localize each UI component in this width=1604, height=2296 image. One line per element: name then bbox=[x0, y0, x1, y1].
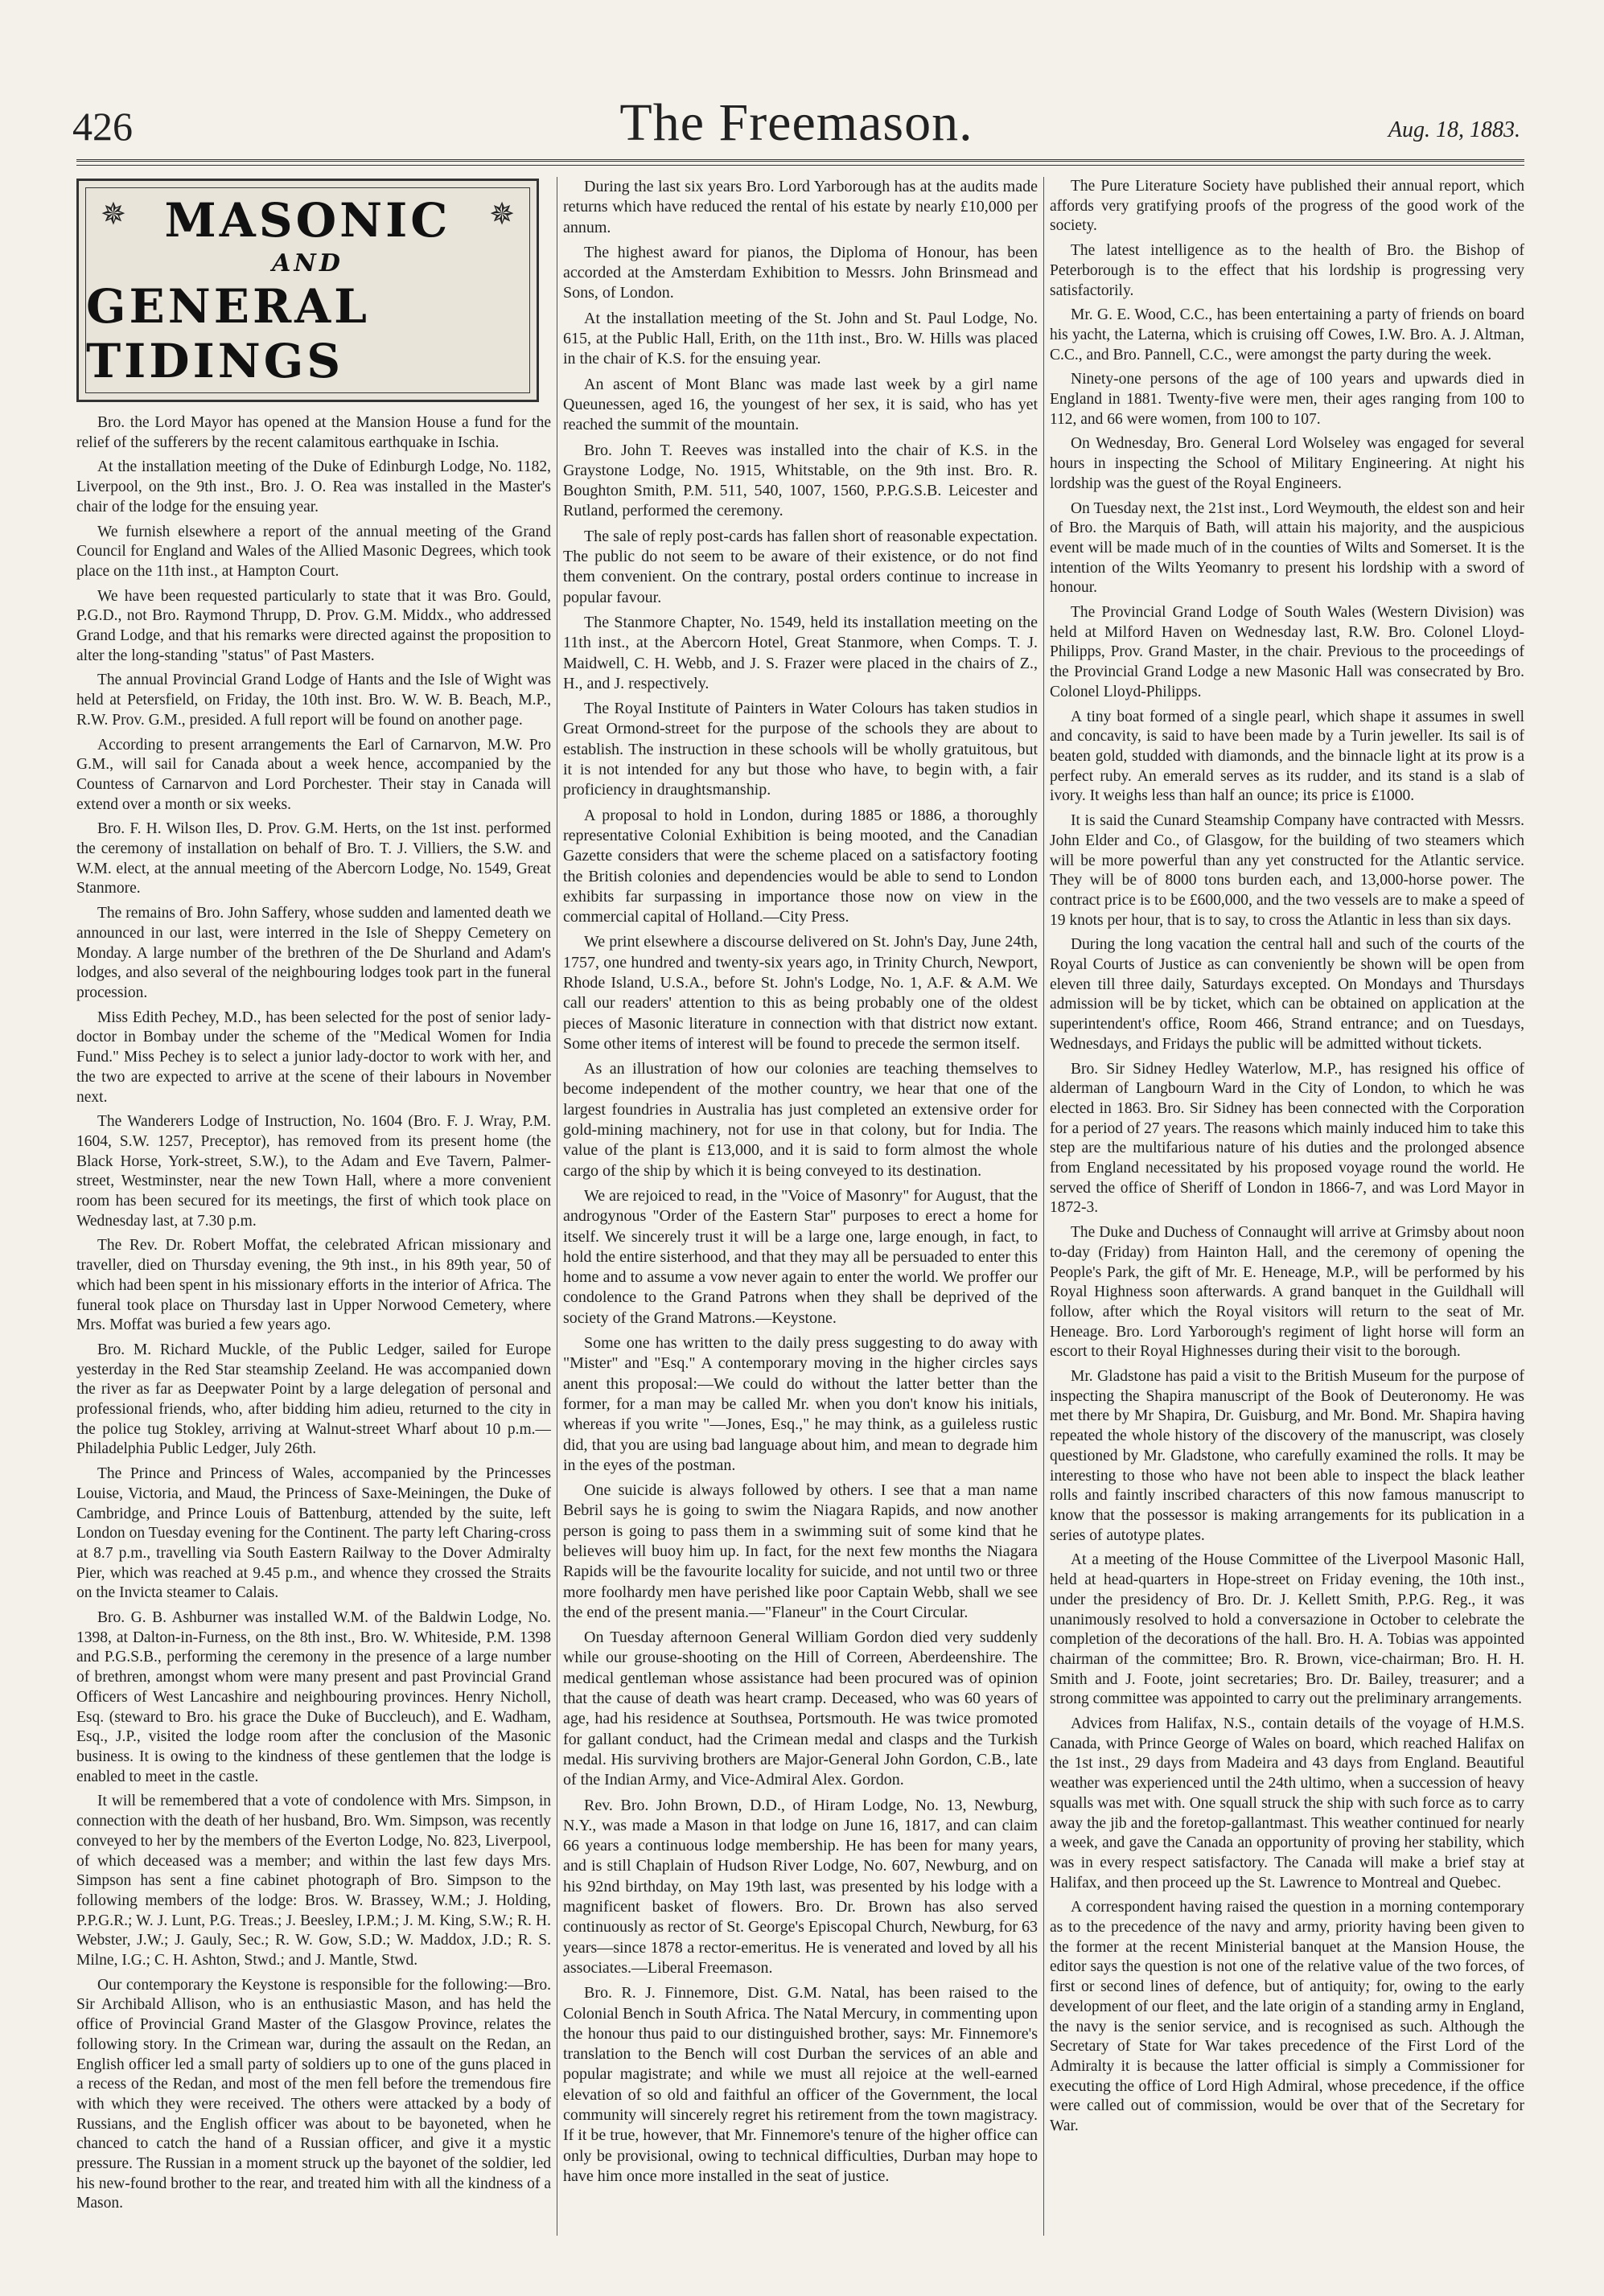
article-paragraph: During the long vacation the central hall and such of the courts of the Royal Courts of Justice as can conveniently be shown will be open from eleven till three daily, Saturdays excepted. On Mondays and Thursdays admission will be by ticket, which can be obtained on application at the superintendent's office, Room 466, Strand entrance; and on Tuesdays, Wednesdays, and Fridays the public will be admitted without tickets. bbox=[1050, 936, 1524, 1053]
article-paragraph: Bro. John T. Reeves was installed into the chair of K.S. in the Graystone Lodge, No. 1915, Whitstable, on the 9th inst. Bro. R. Boughton Smith, P.M. 511, 540, 1007, 1560, P.P.G.S.B. Leicester and Rutland, performed the ceremony. bbox=[563, 441, 1038, 520]
article-paragraph: The annual Provincial Grand Lodge of Hants and the Isle of Wight was held at Petersfield, on Friday, the 10th inst. Bro. W. W. B. Beach, M.P., R.W. Prov. G.M., presided. A full report will be found on another page. bbox=[76, 672, 551, 729]
article-paragraph: The Rev. Dr. Robert Moffat, the celebrated African missionary and traveller, died on Thursday evening, the 9th inst., in his 89th year, 50 of which had been spent in his missionary efforts in the interior of Africa. The funeral took place on Thursday last in Upper Norwood Cemetery, where Mrs. Moffat was buried a few years ago. bbox=[76, 1237, 551, 1334]
article-paragraph: At the installation meeting of the Duke of Edinburgh Lodge, No. 1182, Liverpool, on the 9th inst., Bro. J. O. Rea was installed in the Master's chair of the lodge for the ensuing year. bbox=[76, 458, 551, 515]
banner-line-general-tidings: GENERAL TIDINGS bbox=[86, 278, 370, 388]
column-divider bbox=[1043, 177, 1044, 2236]
article-paragraph: Bro. F. H. Wilson Iles, D. Prov. G.M. Herts, on the 1st inst. performed the ceremony of installation on behalf of Bro. T. J. Villiers, the S.W. and W.M. elect, at the annual meeting of the Abercorn Lodge, No. 1549, Great Stanmore. bbox=[76, 820, 551, 897]
column-1-text bbox=[76, 413, 551, 2214]
column-1 bbox=[76, 177, 551, 2256]
article-paragraph: The highest award for pianos, the Diploma of Honour, has been accorded at the Amsterdam Exhibition to Messrs. John Brinsmead and Sons, of London. bbox=[563, 243, 1038, 302]
article-paragraph: Bro. M. Richard Muckle, of the Public Ledger, sailed for Europe yesterday in the Red Star steamship Zeeland. He was accompanied down the river as far as Deepwater Point by a large delegation of personal and professional friends, who, after bidding him adieu, returned to the city in the police tug Stokley, arriving at Walnut-street Wharf about 10 p.m.—Philadelphia Public Ledger, July 26th. bbox=[76, 1341, 551, 1458]
article-paragraph: Ninety-one persons of the age of 100 years and upwards died in England in 1881. Twenty-five were men, their ages ranging from 100 to 112, and 66 were women, from 100 to 107. bbox=[1050, 371, 1524, 428]
masthead-title: The Freemason. bbox=[619, 93, 973, 152]
article-paragraph: According to present arrangements the Earl of Carnarvon, M.W. Pro G.M., will sail for Canada about a week hence, accompanied by the Countess of Carnarvon and Lord Porchester. Their stay in Canada will extend over a month or six weeks. bbox=[76, 736, 551, 813]
issue-date: Aug. 18, 1883. bbox=[1388, 117, 1520, 142]
article-paragraph: Bro. R. J. Finnemore, Dist. G.M. Natal, has been raised to the Colonial Bench in South Africa. The Natal Mercury, in commenting upon the honour thus paid to our distinguished brother, says: Mr. Finnemore's translation to the Bench will cost Durban the services of an able and popular magistrate; and while we must all rejoice at the well-earned elevation of so old and faithful an officer of the Government, the local community will sincerely regret his retirement from the town magistracy. If it be true, however, that Mr. Finnemore's tenure of the higher office can only be provisional, owing to technical difficulties, Durban may hope to have him once more installed in the seat of justice. bbox=[563, 1984, 1038, 2185]
article-paragraph: At a meeting of the House Committee of the Liverpool Masonic Hall, held at head-quarters in Hope-street on Friday evening, the 10th inst., under the presidency of Bro. Dr. J. Kellett Smith, P.P.G. Reg., it was unanimously resolved to hold a conversazione in October to celebrate the completion of the decorations of the hall. Bro. H. A. Tobias was appointed chairman of the committee; Bro. R. Brown, vice-chairman; Bro. H. H. Smith and J. Foote, joint secretaries; Bro. Dr. Bailey, treasurer; and a strong committee was appointed to carry out the preliminary arrangements. bbox=[1050, 1551, 1524, 1708]
article-paragraph: Bro. the Lord Mayor has opened at the Mansion House a fund for the relief of the sufferers by the recent calamitous earthquake in Ischia. bbox=[76, 414, 551, 451]
article-paragraph: It is said the Cunard Steamship Company have contracted with Messrs. John Elder and Co., of Glasgow, for the building of two steamers which will be more powerful than any yet constructed for the Atlantic service. They will be of 8000 tons burden each, and 13,000-horse power. The contract price is to be £600,000, and the two vessels are to make a speed of 19 knots per hour, that is to say, to cross the Atlantic in less than six days. bbox=[1050, 812, 1524, 929]
article-paragraph: Bro. G. B. Ashburner was installed W.M. of the Baldwin Lodge, No. 1398, at Dalton-in-Furness, on the 8th inst., Bro. W. Whiteside, P.M. 1398 and P.G.S.B., performing the ceremony in the presence of a large number of brethren, amongst whom were many present and past Provincial Grand Officers of West Lancashire and neighbouring provinces. Henry Nicholl, Esq. (steward to Bro. his grace the Duke of Buccleuch), and E. Wadham, Esq., J.P., visited the lodge room after the conclusion of the Masonic business. It is owing to the kindness of these gentlemen that the lodge is enabled to meet in the castle. bbox=[76, 1609, 551, 1785]
article-paragraph: The remains of Bro. John Saffery, whose sudden and lamented death we announced in our last, were interred in the Isle of Sheppy Cemetery on Monday. A large number of the brethren of the De Shurland and Adam's lodges, and also several of the neighbouring lodges took part in the funeral procession. bbox=[76, 905, 551, 1001]
article-paragraph: Rev. Bro. John Brown, D.D., of Hiram Lodge, No. 13, Newburg, N.Y., was made a Mason in that lodge on June 16, 1817, and can claim 66 years a continuous lodge membership. He has been for many years, and is still Chaplain of Hudson River Lodge, No. 607, Newburg, and on his 92nd birthday, on May 19th last, was presented by his lodge with a magnificent basket of flowers. Bro. Dr. Brown has also served continuously as rector of St. George's Episcopal Church, Newburg, for 63 years—since 1878 a rector-emeritus. He is venerated and loved by all his associates.—Liberal Freemason. bbox=[563, 1796, 1038, 1977]
compass-star-icon: ✵ bbox=[489, 198, 515, 232]
section-banner bbox=[76, 179, 539, 402]
article-paragraph: The Royal Institute of Painters in Water Colours has taken studios in Great Ormond-street for the purpose of the schools they are about to establish. The instruction in these schools will be wholly gratuitous, but it is not intended for any but those who have, to begin with, a fair proficiency in draughtsmanship. bbox=[563, 700, 1038, 799]
article-paragraph: On Tuesday afternoon General William Gordon died very suddenly while our grouse-shooting on the Hill of Correen, Aberdeenshire. The medical gentleman whose assistance had been procured was of opinion that the cause of death was heart cramp. Deceased, who was 60 years of age, had his residence at Southsea, Portsmouth. He was twice promoted for gallant conduct, had the Crimean medal and clasps and the Turkish medal. His surviving brothers are Major-General John Gordon, C.B., late of the Indian Army, and Vice-Admiral Alex. Gordon. bbox=[563, 1629, 1038, 1789]
article-paragraph: The Wanderers Lodge of Instruction, No. 1604 (Bro. F. J. Wray, P.M. 1604, S.W. 1257, Preceptor), has removed from its present home (the Black Horse, York-street, S.W.), to the Adam and Eve Tavern, Palmer-street, Westminster, near the new Town Hall, where a more convenient room has been secured for its meetings, the first of which took place on Wednesday last, at 7.30 p.m. bbox=[76, 1113, 551, 1230]
article-paragraph: The Prince and Princess of Wales, accompanied by the Princesses Louise, Victoria, and Maud, the Princess of Saxe-Meiningen, the Duke of Cambridge, and Prince Louis of Battenburg, attended by the suite, left London on Tuesday evening for the Continent. The party left Charing-cross at 8.7 p.m., travelling via South Eastern Railway to the Dover Admiralty Pier, which was reached at 9.45 p.m., and whence they crossed the Straits on the Invicta steamer to Calais. bbox=[76, 1465, 551, 1602]
article-paragraph: On Wednesday, Bro. General Lord Wolseley was engaged for several hours in inspecting the School of Military Engineering. At night his lordship was the guest of the Royal Engineers. bbox=[1050, 435, 1524, 492]
article-paragraph: We have been requested particularly to state that it was Bro. Gould, P.G.D., not Bro. Raymond Thrupp, D. Prov. G.M. Middx., who addressed Grand Lodge, and that his remarks were directed against the proposition to alter the long-standing "status" of Past Masters. bbox=[76, 587, 551, 664]
article-paragraph: Mr. G. E. Wood, C.C., has been entertaining a party of friends on board his yacht, the Laterna, which is cruising off Cowes, I.W. Bro. A. J. Altman, C.C., and Bro. Pannell, C.C., were amongst the party during the week. bbox=[1050, 306, 1524, 363]
column-3 bbox=[1050, 177, 1524, 2256]
article-paragraph: Our contemporary the Keystone is responsible for the following:—Bro. Sir Archibald Allison, who is an enthusiastic Mason, and has held the office of Provincial Grand Master of the Glasgow Province, relates the following story. In the Crimean war, during the assault on the Redan, an English officer led a small party of soldiers up to one of the guns placed in a recess of the Redan, and most of the men fell before the tremendous fire with which they were received. The others were attacked by a body of Russians, and the English officer was about to be bayoneted, when he chanced to catch the hand of a Russian officer, and give it a mystic pressure. The Russian in a moment struck up the bayonet of the soldier, led his new-found brother to the rear, and treated him with all the kindness of a Mason. bbox=[76, 1976, 551, 2212]
article-paragraph: Miss Edith Pechey, M.D., has been selected for the post of senior lady-doctor in Bombay under the scheme of the "Medical Women for India Fund." Miss Pechey is to select a junior lady-doctor to work with her, and the two are expected to arrive at the scene of their labours in November next. bbox=[76, 1008, 551, 1106]
article-paragraph: Bro. Sir Sidney Hedley Waterlow, M.P., has resigned his office of alderman of Langbourn Ward in the City of London, to which he was elected in 1863. Bro. Sir Sidney has been connected with the Corporation for a period of 27 years. The reasons which mainly induced him to take this step are the multifarious nature of his duties and the prolonged absence from England necessitated by his proposed voyage round the world. He served the office of Sheriff of London in 1866-7, and was Lord Mayor in 1872-3. bbox=[1050, 1060, 1524, 1217]
article-paragraph: The latest intelligence as to the health of Bro. the Bishop of Peterborough is to the effect that his lordship is progressing very satisfactorily. bbox=[1050, 242, 1524, 299]
page-number: 426 bbox=[72, 104, 133, 149]
article-paragraph: The sale of reply post-cards has fallen short of reasonable expectation. The public do not seem to be aware of their existence, or do not find them convenient. On the contrary, postal orders continue to increase in popular favour. bbox=[563, 527, 1038, 606]
article-paragraph: Mr. Gladstone has paid a visit to the British Museum for the purpose of inspecting the Shapira manuscript of the Book of Deuteronomy. He was met there by Mr Shapira, Dr. Guisburg, and Mr. Bond. Mr. Shapira having repeated the whole history of the discovery of the manuscript, was closely questioned by Mr. Gladstone, who carefully examined the rolls. It may be interesting to those who have not been able to inspect the black leather rolls and faintly inscribed characters of this now famous manuscript to know that the possessor is making arrangements for its publication in a series of autotype plates. bbox=[1050, 1368, 1524, 1544]
article-paragraph: During the last six years Bro. Lord Yarborough has at the audits made returns which have reduced the rental of his estate by nearly £10,000 per annum. bbox=[563, 178, 1038, 236]
article-paragraph: We furnish elsewhere a report of the annual meeting of the Grand Council for England and Wales of the Allied Masonic Degrees, which took place on the 11th inst., at Hampton Court. bbox=[76, 523, 551, 580]
article-paragraph: One suicide is always followed by others. I see that a man name Bebril says he is going to swim the Niagara Rapids, and now another person is going to pass them in a swimming suit of some kind that he believes will buoy him up. In fact, for the next few months the Niagara Rapids will be the favourite locality for suicide, and not until two or three more foolhardy men have perished like poor Captain Webb, shall we see the end of the present mania.—"Flaneur" in the Court Circular. bbox=[563, 1481, 1038, 1621]
article-paragraph: Some one has written to the daily press suggesting to do away with "Mister" and "Esq." A contemporary moving in the higher circles says anent this proposal:—We could do without the latter better than the former, for a man may be called Mr. when you don't know his initials, whereas if you write "—Jones, Esq.," he may think, as a guileless rustic did, that you are using bad language about him, and mean to degrade him in the eyes of the postman. bbox=[563, 1334, 1038, 1474]
article-paragraph: At the installation meeting of the St. John and St. Paul Lodge, No. 615, at the Public Hall, Erith, on the 11th inst., Bro. W. Hills was placed in the chair of K.S. for the ensuing year. bbox=[563, 309, 1038, 368]
page-header bbox=[72, 80, 1520, 169]
article-paragraph: We print elsewhere a discourse delivered on St. John's Day, June 24th, 1757, one hundred and twenty-six years ago, in Trinity Church, Newport, Rhode Island, U.S.A., before St. John's Lodge, No. 1, A.F. & A.M. We call our readers' attention to this as being probably one of the oldest pieces of Masonic literature in connection with that district now extant. Some other items of interest will be found to precede the sermon itself. bbox=[563, 933, 1038, 1053]
compass-star-icon: ✵ bbox=[101, 198, 126, 232]
column-2 bbox=[563, 177, 1038, 2256]
banner-line-masonic: MASONIC bbox=[164, 192, 451, 248]
column-2-text bbox=[563, 177, 1038, 2187]
article-paragraph: The Provincial Grand Lodge of South Wales (Western Division) was held at Milford Haven on Wednesday last, R.W. Bro. Colonel Lloyd-Philipps, Prov. Grand Master, in the chair. Previous to the proceedings of the Provincial Grand Lodge a new Masonic Hall was consecrated by Bro. Colonel Lloyd-Philipps. bbox=[1050, 604, 1524, 700]
article-paragraph: It will be remembered that a vote of condolence with Mrs. Simpson, in connection with the death of her husband, Bro. Wm. Simpson, was recently conveyed to her by the members of the Everton Lodge, No. 823, Liverpool, of which deceased was a member; and within the last few days Mrs. Simpson has sent a fine cabinet photograph of Bro. Simpson to the following members of the lodge: Bros. W. Brassey, W.M.; J. Holding, P.P.G.R.; W. J. Lunt, P.G. Treas.; J. Beesley, I.P.M.; J. M. King, S.W.; R. H. Webster, J.W.; J. Gauly, Sec.; R. W. Gow, S.D.; W. Maddox, J.D.; R. S. Milne, I.G.; C. H. Ashton, Stwd.; and J. Mantle, Stwd. bbox=[76, 1793, 551, 1969]
column-3-text bbox=[1050, 177, 1524, 2137]
article-paragraph: A proposal to hold in London, during 1885 or 1886, a thoroughly representative Colonial Exhibition is being mooted, and the Canadian Gazette considers that were the scheme placed on a satisfactory footing the British colonies and dependencies would be able to send to London exhibits far surpassing in importance those now on view in the commercial capital of Holland.—City Press. bbox=[563, 806, 1038, 926]
article-paragraph: An ascent of Mont Blanc was made last week by a girl name Queunessen, aged 16, the youngest of her sex, it is said, who has yet reached the summit of the mountain. bbox=[563, 375, 1038, 434]
banner-line-and: AND bbox=[272, 248, 343, 277]
article-paragraph: We are rejoiced to read, in the "Voice of Masonry" for August, that the androgynous "Order of the Eastern Star" purposes to erect a home for itself. We sincerely trust it will be a large one, large enough, in fact, to hold the entire sisterhood, and that they may all be persuaded to enter this home and to assume a vow never again to enter the world. We proffer our condolence to the Grand Patrons when they shall be deprived of the society of the Grand Matrons.—Keystone. bbox=[563, 1186, 1038, 1327]
banner-frame bbox=[85, 187, 530, 393]
article-paragraph: The Duke and Duchess of Connaught will arrive at Grimsby about noon to-day (Friday) from Hainton Hall, and the ceremony of opening the People's Park, the gift of Mr. E. Heneage, M.P., will be performed by his Royal Highness soon afterwards. A grand banquet in the Guildhall will follow, after which the Royal visitors will return to the seat of Mr. Heneage. Bro. Lord Yarborough's regiment of light horse will form an escort to their Royal Highnesses during their visit to the borough. bbox=[1050, 1224, 1524, 1361]
article-paragraph: Advices from Halifax, N.S., contain details of the voyage of H.M.S. Canada, with Prince George of Wales on board, which reached Halifax on the 1st inst., 29 days from Madeira and 43 days from England. Beautiful weather was experienced until the 24th ultimo, when a succession of heavy squalls was met with. One squall struck the ship with such force as to carry away the jib and the foretop-gallantmast. This weather continued for nearly a week, and gave the Canada an opportunity of proving her stability, which was in every respect satisfactory. The Canada will make a brief stay at Halifax, and then proceed up the St. Lawrence to Montreal and Quebec. bbox=[1050, 1715, 1524, 1891]
article-paragraph: As an illustration of how our colonies are teaching themselves to become independent of the mother country, we hear that one of the largest foundries in Australia has just completed an extensive order for gold-mining machinery, not for use in that colony, but for India. The value of the plant is £13,000, and it is said to form almost the whole cargo of the ship by which it is being conveyed to its destination. bbox=[563, 1060, 1038, 1180]
article-paragraph: A correspondent having raised the question in a morning contemporary as to the precedence of the navy and army, priority having been given to the former at the recent Ministerial banquet at the Mansion House, the editor says the question is not one of the relative value of the two forces, of first or second lines of defence, but of antiquity; for, owing to the early development of our fleet, and the late origin of a standing army in England, the navy is the senior service, and is recognised as such. Although the Secretary of State for War takes precedence of the First Lord of the Admiralty it is because the latter official is simply a Commissioner for executing the office of Lord High Admiral, whose precedence, if the office were called out of commission, would be over that of the Secretary for War. bbox=[1050, 1899, 1524, 2135]
article-paragraph: On Tuesday next, the 21st inst., Lord Weymouth, the eldest son and heir of Bro. the Marquis of Bath, will attain his majority, and the auspicious event will be made much of in the counties of Wilts and Somerset. It is the intention of the Wilts Yeomanry to present his lordship with a sword of honour. bbox=[1050, 499, 1524, 597]
header-rule bbox=[76, 159, 1524, 166]
article-paragraph: The Pure Literature Society have published their annual report, which affords very gratifying proofs of the progress of the good work of the society. bbox=[1050, 178, 1524, 235]
article-paragraph: The Stanmore Chapter, No. 1549, held its installation meeting on the 11th inst., at the Abercorn Hotel, Great Stanmore, when Comps. T. J. Maidwell, C. H. Webb, and J. S. Frazer were placed in the chairs of Z., H., and J. respectively. bbox=[563, 613, 1038, 692]
article-paragraph: A tiny boat formed of a single pearl, which shape it assumes in swell and concavity, is said to have been made by a Turin jeweller. Its sail is of beaten gold, studded with diamonds, and the binnacle light at its prow is a perfect ruby. An emerald serves as its rudder, and its stand is a slab of ivory. It weighs less than half an ounce; its price is £1000. bbox=[1050, 708, 1524, 805]
